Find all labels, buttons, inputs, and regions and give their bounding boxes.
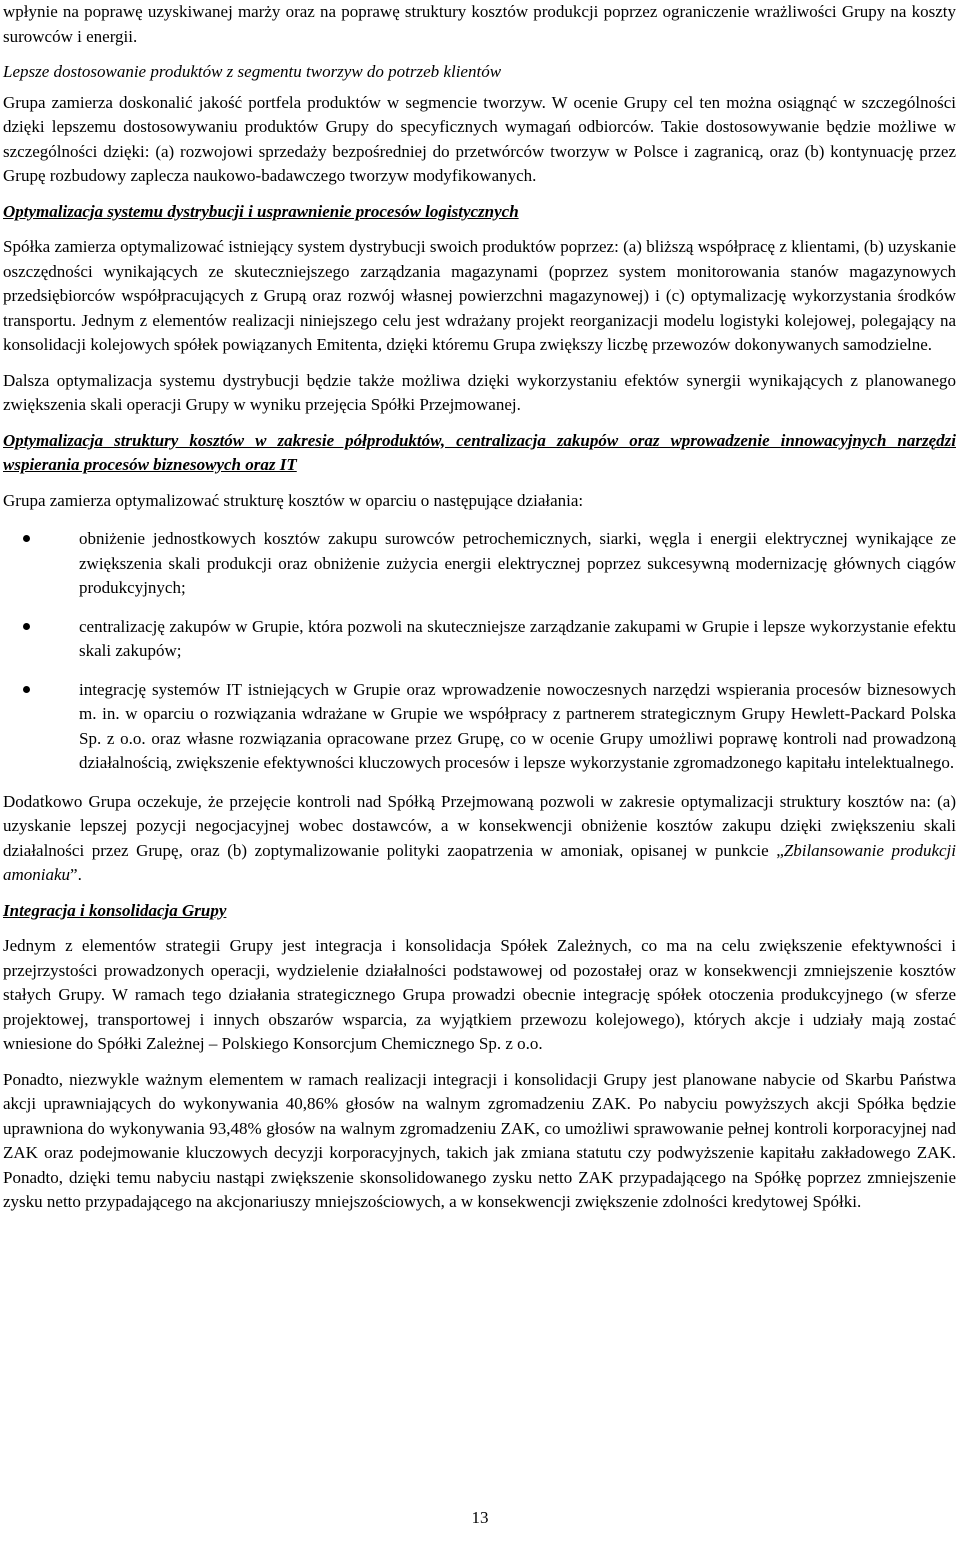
section-heading-costs: Optymalizacja struktury kosztów w zakresie półproduktów, centralizacja zakupów oraz wprowadzenie innowacyjnych narzędzi wspierania procesów biznesowych oraz IT xyxy=(3,430,956,474)
bullet-icon xyxy=(23,686,30,693)
list-item-text: integrację systemów IT istniejących w Grupie oraz wprowadzenie nowoczesnych narzędzi wspierania procesów biznesowych m. in. w oparciu o rozwiązania wdrażane w Grupie we współpracy z partnerem strategicznym Grupy Hewlett-Packard Polska Sp. z o.o. oraz własne rozwiązania opracowane przez Grupę, co w ocenie Grupy umożliwi poprawę kontroli nad prowadzoną działalnością, zwiększenie efektywności kluczowych procesów i lepsze wykorzystanie zgromadzonego kapitału intelektualnego. xyxy=(79,679,956,772)
paragraph-distribution-synergy: Dalsza optymalizacja systemu dystrybucji będzie także możliwa dzięki wykorzystaniu efektów synergii wynikających z planowanego zwiększenia skali operacji Grupy w wyniku przejęcia Spółki Przejmowanej. xyxy=(3,370,956,414)
section-reference: Zbilansowanie produkcji amoniaku xyxy=(3,840,956,884)
bullet-icon xyxy=(23,623,30,630)
document-body xyxy=(3,0,956,1226)
paragraph-products: Grupa zamierza doskonalić jakość portfela produktów w segmencie tworzyw. W ocenie Grupy cel ten można osiągnąć w szczególności dzięki lepszemu dostosowywaniu produktów Grupy do specyficznych wymagań odbiorców. Takie dostosowywanie będzie możliwe w szczególności dzięki: (a) rozwojowi sprzedaży bezpośredniej do przetwórców tworzyw w Polsce i zagranicą, oraz (b) kontynuację przez Grupę rozbudowy zaplecza naukowo-badawczego tworzyw modyfikowanych. xyxy=(3,92,956,185)
list-item-text: centralizację zakupów w Grupie, która pozwoli na skuteczniejsze zarządzanie zakupami w Grupie i lepsze wykorzystanie efektu skali zakupów; xyxy=(79,616,956,660)
paragraph-acquisition-costs xyxy=(3,790,956,888)
list-item xyxy=(3,527,956,601)
list-item xyxy=(3,678,956,776)
list-item xyxy=(3,615,956,664)
section-heading-products: Lepsze dostosowanie produktów z segmentu tworzyw do potrzeb klientów xyxy=(3,62,502,81)
page-number: 13 xyxy=(471,1508,489,1527)
section-heading-distribution: Optymalizacja systemu dystrybucji i usprawnienie procesów logistycznych xyxy=(3,201,519,221)
bullet-icon xyxy=(23,535,30,542)
paragraph-distribution: Spółka zamierza optymalizować istniejący system dystrybucji swoich produktów poprzez: (a) bliższą współpracę z klientami, (b) uzyskanie oszczędności wynikających ze skuteczniejszego zarządzania magazynami (poprzez system monitorowania stanów magazynowych przedsiębiorców współpracujących z Grupą oraz rozwój własnej powierzchni magazynowej) i (c) optymalizację wykorzystania środków transportu. Jednym z elementów realizacji niniejszego celu jest wdrażany projekt reorganizacji modelu logistyki kolejowej, polegający na konsolidacji kolejowych spółek powiązanych Emitenta, dzięki któremu Grupa zwiększy liczbę przewozów dokonywanych samodzielne. xyxy=(3,237,956,354)
paragraph-integration: Jednym z elementów strategii Grupy jest integracja i konsolidacja Spółek Zależnych, co ma na celu zwiększenie efektywności i przejrzystości prowadzonych operacji, wydzielenie działalności podstawowej od pozostałej oraz w konsekwencji zmniejszenie kosztów stałych Grupy. W ramach tego działania strategicznego Grupa prowadzi obecnie integrację spółek otoczenia produkcyjnego (w sferze projektowej, transportowej i innych obszarów wsparcia, za wyjątkiem przewozu kolejowego), których akcje i udziały mają zostać wniesione do Spółki Zależnej – Polskiego Konsorcjum Chemicznego Sp. z o.o. xyxy=(3,936,956,1053)
section-heading-integration: Integracja i konsolidacja Grupy xyxy=(3,900,227,920)
paragraph-costs-intro: Grupa zamierza optymalizować strukturę kosztów w oparciu o następujące działania: xyxy=(3,490,584,510)
list-item-text: obniżenie jednostkowych kosztów zakupu surowców petrochemicznych, siarki, węgla i energii elektrycznej wynikające ze zwiększenia skali produkcji oraz obniżenie zużycia energii elektrycznej poprzez sukcesywną modernizację głównych ciągów produkcyjnych; xyxy=(79,529,956,597)
paragraph-zak-acquisition: Ponadto, niezwykle ważnym elementem w ramach realizacji integracji i konsolidacji Grupy jest planowane nabycie od Skarbu Państwa akcji uprawniających do wykonywania 40,86% głosów na walnym zgromadzeniu ZAK. Po nabyciu powyższych akcji Spółka będzie uprawniona do wykonywania 93,48% głosów na walnym zgromadzeniu ZAK, co umożliwi sprawowanie pełnej kontroli korporacyjnej nad ZAK oraz podejmowanie kluczowych decyzji korporacyjnych, takich jak zmiana statutu czy podwyższenie kapitału zakładowego ZAK. Ponadto, dzięki temu nabyciu nastąpi zwiększenie skonsolidowanego zysku netto ZAK przypadającego na Spółkę poprzez zmniejszenie zysku netto przypadającego na akcjonariuszy mniejszościowych, a w konsekwencji zwiększenie zdolności kredytowej Spółki. xyxy=(3,1069,956,1211)
paragraph-acquisition-text: Dodatkowo Grupa oczekuje, że przejęcie kontroli nad Spółką Przejmowaną pozwoli w zakresie optymalizacji struktury kosztów na: (a) uzyskanie lepszej pozycji negocjacyjnej wobec dostawców, a w konsekwencji obniżenie kosztów zakupu dzięki zwiększeniu skali działalności przez Grupę, oraz (b) zoptymalizowanie polityki zaopatrzenia w amoniak, opisanej w punkcie „ xyxy=(3,791,956,860)
paragraph-acquisition-end: ”. xyxy=(70,865,82,884)
paragraph-continuation: wpłynie na poprawę uzyskiwanej marży oraz na poprawę struktury kosztów produkcji poprzez ograniczenie wrażliwości Grupy na koszty surowców i energii. xyxy=(3,2,956,46)
costs-bullet-list xyxy=(3,527,956,776)
